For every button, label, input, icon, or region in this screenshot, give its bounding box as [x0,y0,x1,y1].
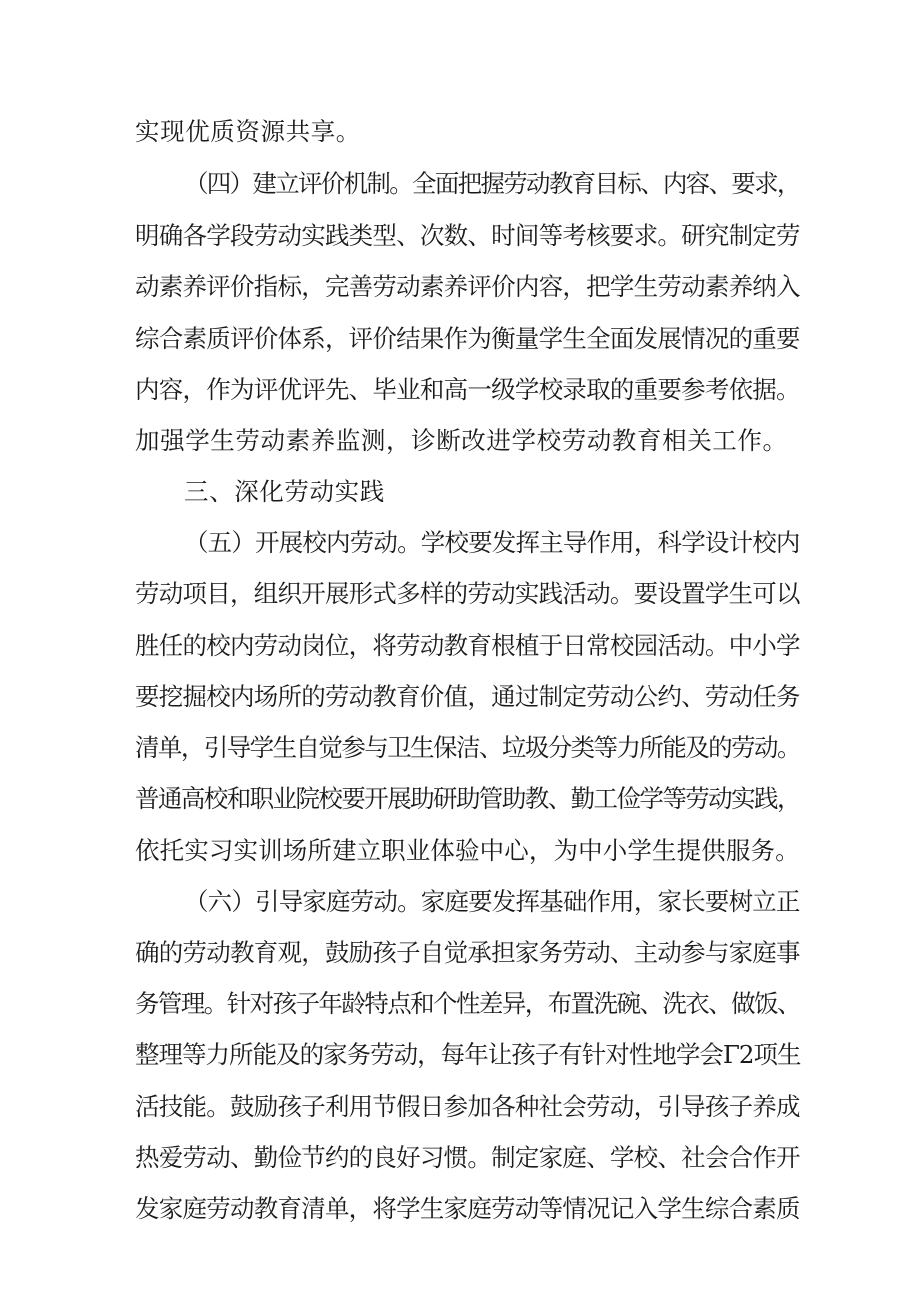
text-line: 综合素质评价体系，评价结果作为衡量学生全面发展情况的重要 [135,324,800,353]
text-line: 动素养评价指标，完善劳动素养评价内容，把学生劳动素养纳入 [135,272,800,301]
text-line: 实现优质资源共享。 [135,117,361,146]
text-line: 加强学生劳动素养监测，诊断改进学校劳动教育相关工作。 [135,426,788,455]
text-line: 胜任的校内劳动岗位，将劳动教育根植于日常校园活动。中小学 [135,631,800,660]
text-line: 发家庭劳动教育清单，将学生家庭劳动等情况记入学生综合素质 [135,1194,800,1223]
text-line: 热爱劳动、勤俭节约的良好习惯。制定家庭、学校、社会合作开 [135,1143,800,1172]
text-line: 依托实习实训场所建立职业体验中心，为中小学生提供服务。 [135,836,800,865]
text-line: 务管理。针对孩子年龄特点和个性差异，布置洗碗、洗衣、做饭、 [135,989,800,1018]
text-line: 内容，作为评优评先、毕业和高一级学校录取的重要参考依据。 [135,375,800,404]
text-line: 活技能。鼓励孩子利用节假日参加各种社会劳动，引导孩子养成 [135,1092,800,1121]
paragraph-heading-5: （五）开展校内劳动。学校要发挥主导作用，科学设计校内 [184,528,800,557]
text-line: 清单，引导学生自觉参与卫生保洁、垃圾分类等力所能及的劳动。 [135,733,800,762]
paragraph-heading-4: （四）建立评价机制。全面把握劳动教育目标、内容、要求， [184,169,800,198]
text-line: 整理等力所能及的家务劳动，每年让孩子有针对性地学会Γ2项生 [135,1040,801,1069]
text-line: 确的劳动教育观，鼓励孩子自觉承担家务劳动、主动参与家庭事 [135,938,800,967]
text-line: 普通高校和职业院校要开展助研助管助教、勤工俭学等劳动实践， [135,784,800,813]
section-heading-3: 三、深化劳动实践 [184,477,385,506]
text-line: 劳动项目，组织开展形式多样的劳动实践活动。要设置学生可以 [135,579,800,608]
paragraph-heading-6: （六）引导家庭劳动。家庭要发挥基础作用，家长要树立正 [184,887,800,916]
text-line: 明确各学段劳动实践类型、次数、时间等考核要求。研究制定劳 [135,221,800,250]
text-line: 要挖掘校内场所的劳动教育价值，通过制定劳动公约、劳动任务 [135,682,800,711]
